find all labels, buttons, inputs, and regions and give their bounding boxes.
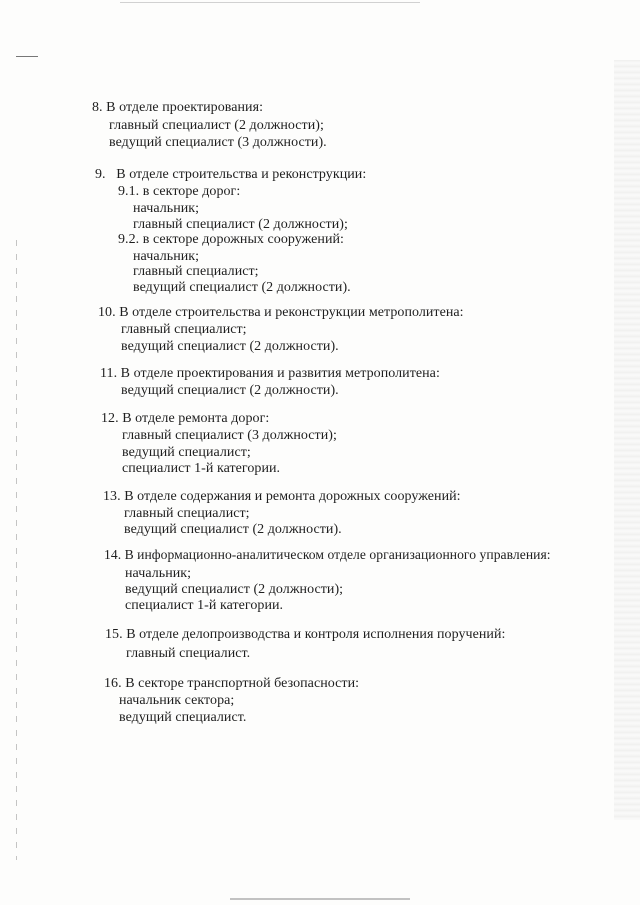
list-item: ведущий специалист (2 должности);	[125, 582, 344, 597]
list-item: главный специалист (2 должности);	[109, 118, 324, 133]
section-14-heading: 14. В информационно-аналитическом отделе организационного управления:	[104, 547, 551, 562]
scan-edge-left	[16, 240, 17, 860]
list-item: специалист 1-й категории.	[125, 598, 284, 613]
section-9-heading: 9. В отделе строительства и реконструкции:	[95, 167, 367, 182]
section-12-heading: 12. В отделе ремонта дорог:	[101, 411, 270, 426]
section-8-heading: 8. В отделе проектирования:	[92, 100, 264, 115]
list-item: начальник;	[133, 201, 200, 216]
list-item: главный специалист;	[121, 322, 247, 337]
list-item: начальник;	[133, 249, 200, 264]
list-item: ведущий специалист (2 должности).	[121, 339, 339, 354]
scan-edge-right	[614, 60, 640, 820]
section-10-heading: 10. В отделе строительства и реконструкции метрополитена:	[98, 305, 464, 320]
section-13-heading: 13. В отделе содержания и ремонта дорожных сооружений:	[103, 489, 461, 504]
margin-mark	[16, 56, 38, 57]
list-item: ведущий специалист (2 должности).	[133, 280, 351, 295]
section-15-heading: 15. В отделе делопроизводства и контроля исполнения поручений:	[105, 627, 506, 642]
section-16-heading: 16. В секторе транспортной безопасности:	[104, 676, 360, 691]
list-item: ведущий специалист.	[119, 710, 247, 725]
list-item: ведущий специалист (2 должности).	[124, 522, 342, 537]
section-11-heading: 11. В отделе проектирования и развития метрополитена:	[100, 366, 440, 381]
list-item: главный специалист (2 должности);	[133, 217, 348, 232]
list-item: специалист 1-й категории.	[122, 461, 281, 476]
scan-top-line	[120, 2, 420, 3]
list-item: начальник сектора;	[119, 693, 235, 708]
list-item: главный специалист.	[126, 646, 251, 661]
list-item: ведущий специалист (2 должности).	[121, 383, 339, 398]
subsection-9-2-heading: 9.2. в секторе дорожных сооружений:	[118, 232, 344, 247]
list-item: главный специалист;	[133, 264, 259, 279]
list-item: главный специалист;	[124, 506, 250, 521]
list-item: ведущий специалист;	[122, 445, 251, 460]
subsection-9-1-heading: 9.1. в секторе дорог:	[118, 184, 241, 199]
scan-bottom-line	[230, 898, 410, 900]
list-item: ведущий специалист (3 должности).	[109, 135, 327, 150]
list-item: начальник;	[125, 566, 192, 581]
list-item: главный специалист (3 должности);	[122, 428, 337, 443]
